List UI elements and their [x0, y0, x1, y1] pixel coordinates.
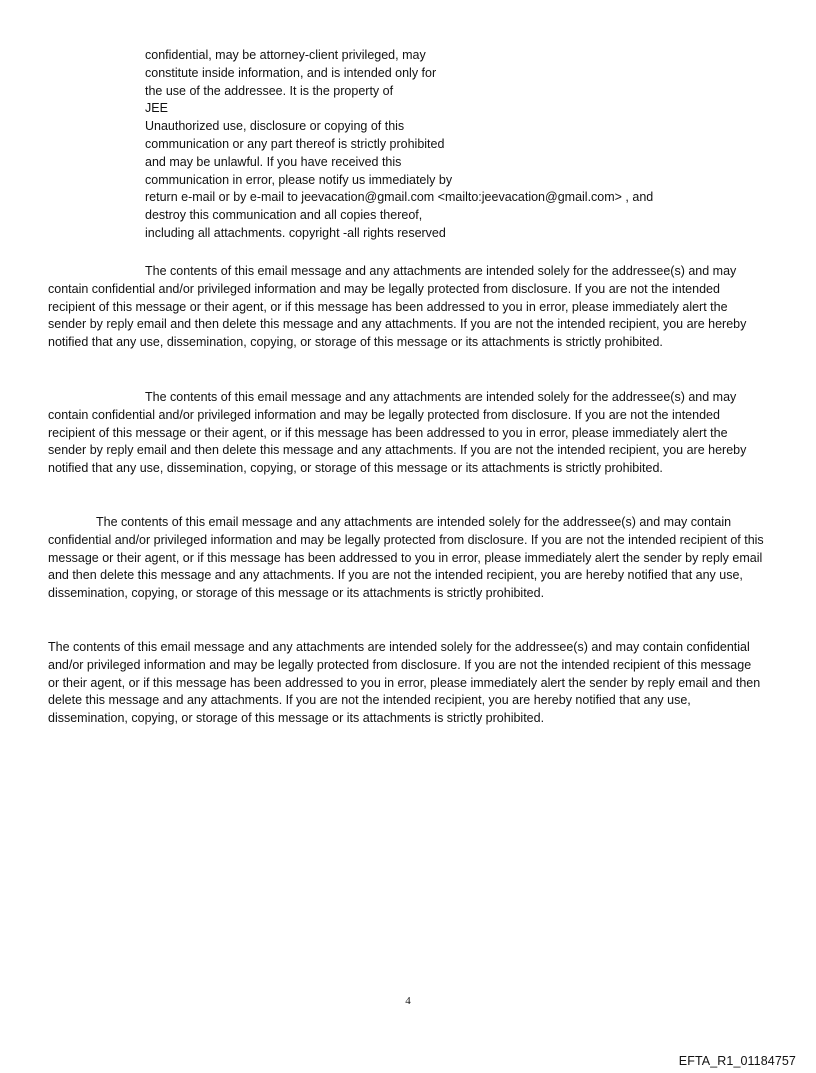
disclaimer-line: constitute inside information, and is intended only for	[145, 65, 437, 80]
confidentiality-paragraph: The contents of this email message and any attachments are intended solely for the addressee(s) and may contain confidential and/or privileged information and may be legally protected from disclosure. If you are not the intended recipient of this message or their agent, or if this message has been addressed to you in error, please immediately alert the sender by reply email and then delete this message and any attachments. If you are not the intended recipient, you are hereby notified that any use, dissemination, copying, or storage of this message or its attachments is strictly prohibited.	[48, 264, 747, 350]
disclaimer-line: destroy this communication and all copies thereof,	[145, 208, 423, 223]
disclaimer-line: Unauthorized use, disclosure or copying of this	[145, 119, 405, 134]
document-id: EFTA_R1_01184757	[678, 1054, 796, 1068]
confidentiality-paragraph: The contents of this email message and any attachments are intended solely for the addressee(s) and may contain confidential and/or privileged information and may be legally protected from disclosure. If you are not the intended recipient of this message or their agent, or if this message has been addressed to you in error, please immediately alert the sender by reply email and then delete this message and any attachments. If you are not the intended recipient, you are hereby notified that any use, dissemination, copying, or storage of this message or its attachments is strictly prohibited.	[48, 515, 764, 601]
confidentiality-paragraph: The contents of this email message and any attachments are intended solely for the addressee(s) and may contain confidential and/or privileged information and may be legally protected from disclosure. If you are not the intended recipient of this message or their agent, or if this message has been addressed to you in error, please immediately alert the sender by reply email and then delete this message and any attachments. If you are not the intended recipient, you are hereby notified that any use, dissemination, copying, or storage of this message or its attachments is strictly prohibited.	[48, 390, 747, 476]
confidentiality-paragraph: The contents of this email message and any attachments are intended solely for the addressee(s) and may contain confidential and/or privileged information and may be legally protected from disclosure. If you are not the intended recipient of this message or their agent, or if this message has been addressed to you in error, please immediately alert the sender by reply email and then delete this message and any attachments. If you are not the intended recipient, you are hereby notified that any use, dissemination, copying, or storage of this message or its attachments is strictly prohibited.	[48, 640, 761, 726]
disclaimer-line: communication in error, please notify us immediately by	[145, 172, 453, 187]
disclaimer-line: communication or any part thereof is strictly prohibited	[145, 136, 445, 151]
disclaimer-line: return e-mail or by e-mail to jeevacation@gmail.com <mailto:jeevacation@gmail.com> , and	[145, 190, 654, 205]
disclaimer-line: including all attachments. copyright -all rights reserved	[145, 225, 446, 240]
disclaimer-line: JEE	[145, 101, 168, 116]
page-number: 4	[405, 995, 411, 1007]
disclaimer-line: and may be unlawful. If you have received this	[145, 154, 402, 169]
disclaimer-line: confidential, may be attorney-client privileged, may	[145, 48, 426, 62]
disclaimer-block	[145, 47, 745, 243]
disclaimer-line: the use of the addressee. It is the property of	[145, 83, 394, 98]
